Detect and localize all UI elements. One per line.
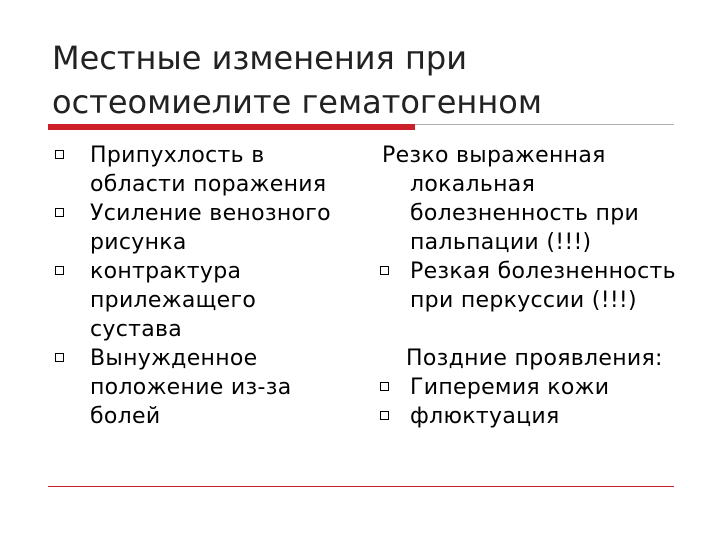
- square-bullet-icon: [380, 266, 389, 275]
- square-bullet-icon: [55, 208, 64, 217]
- list-item: [52, 344, 352, 431]
- square-bullet-icon: [55, 353, 64, 362]
- list-item: [52, 199, 352, 257]
- square-bullet-icon: [380, 411, 389, 420]
- intro-line: локальная: [410, 172, 536, 197]
- bottom-divider: [48, 486, 674, 487]
- late-signs-heading: Поздние проявления:: [406, 346, 663, 371]
- list-item-text: контрактура прилежащего сустава: [90, 259, 257, 342]
- intro-line: болезненность при: [410, 201, 640, 226]
- list-item-text: Вынужденное положение из-за болей: [90, 346, 292, 429]
- list-item: [372, 373, 702, 402]
- intro-line: пальпации (!!!): [410, 230, 592, 255]
- intro-line: Резко выраженная: [382, 143, 606, 168]
- list-item-text: Припухлость в области поражения: [90, 143, 327, 197]
- square-bullet-icon: [55, 266, 64, 275]
- list-item-text: при перкуссии (!!!): [410, 288, 637, 313]
- list-item-text: Резкая болезненность: [410, 259, 676, 284]
- list-item: [372, 257, 702, 315]
- list-item-text: Усиление венозного рисунка: [90, 201, 331, 255]
- square-bullet-icon: [380, 382, 389, 391]
- list-item-text: Гиперемия кожи: [410, 375, 610, 400]
- list-item: [372, 402, 702, 431]
- square-bullet-icon: [55, 150, 64, 159]
- slide-title: Местные изменения при остеомиелите гематогенном: [52, 39, 542, 121]
- title-accent-bar: [48, 124, 415, 130]
- list-item: [52, 141, 352, 199]
- right-text-block: [372, 141, 702, 431]
- list-item: [52, 257, 352, 344]
- left-bullet-list: [52, 141, 352, 431]
- list-item-text: флюктуация: [410, 404, 560, 429]
